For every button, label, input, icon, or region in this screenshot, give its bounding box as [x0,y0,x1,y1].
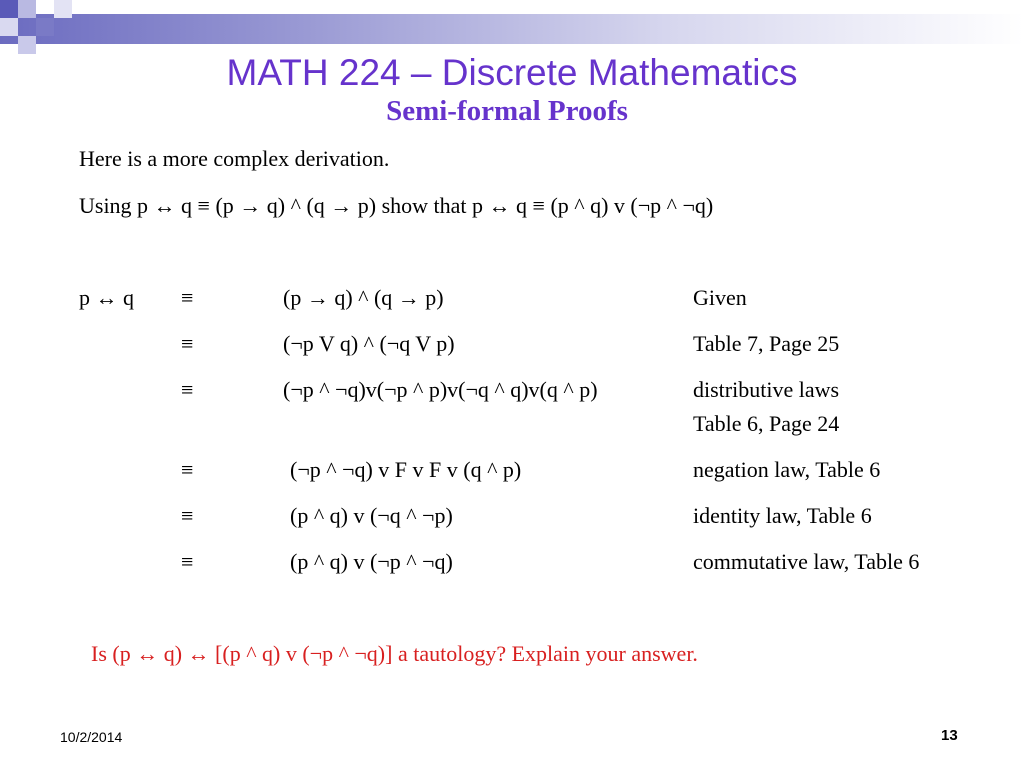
decor-square [0,0,18,18]
equiv-symbol: ≡ [181,549,194,574]
footer-date: 10/2/2014 [60,729,123,745]
decor-square [18,0,36,18]
step-justification: commutative law, Table 6 [693,549,920,574]
page-number: 13 [941,727,958,744]
step-justification-line2: Table 6, Page 24 [693,411,840,436]
decor-square [0,18,18,36]
derivation-step: (¬p V q) ^ (¬q V p) [283,331,455,356]
equiv-symbol: ≡ [181,457,194,482]
derivation-lhs: p ↔ q [79,285,134,310]
slide-subtitle: Semi-formal Proofs [386,95,628,127]
derivation-step: (p → q) ^ (q → p) [283,285,444,310]
derivation-step: (¬p ^ ¬q)v(¬p ^ p)v(¬q ^ q)v(q ^ p) [283,377,598,402]
step-justification: Table 7, Page 25 [693,331,840,356]
slide-title: MATH 224 – Discrete Mathematics [226,52,798,93]
step-justification: negation law, Table 6 [693,457,881,482]
step-justification: Given [693,285,747,310]
tautology-question: Is (p ↔ q) ↔ [(p ^ q) v (¬p ^ ¬q)] a tautology? Explain your answer. [91,641,698,666]
equiv-symbol: ≡ [181,331,194,356]
derivation-step: (p ^ q) v (¬p ^ ¬q) [290,549,453,574]
header-gradient-bar [0,14,1024,44]
step-justification: identity law, Table 6 [693,503,872,528]
decor-square [36,18,54,36]
equiv-symbol: ≡ [181,285,194,310]
intro-text: Here is a more complex derivation. [79,146,390,171]
equiv-symbol: ≡ [181,503,194,528]
derivation-step: (p ^ q) v (¬q ^ ¬p) [290,503,453,528]
decor-square [54,0,72,18]
derivation-step: (¬p ^ ¬q) v F v F v (q ^ p) [290,457,522,482]
equiv-symbol: ≡ [181,377,194,402]
step-justification: distributive laws [693,377,840,402]
task-text: Using p ↔ q ≡ (p → q) ^ (q → p) show that p ↔ q ≡ (p ^ q) v (¬p ^ ¬q) [79,193,714,218]
